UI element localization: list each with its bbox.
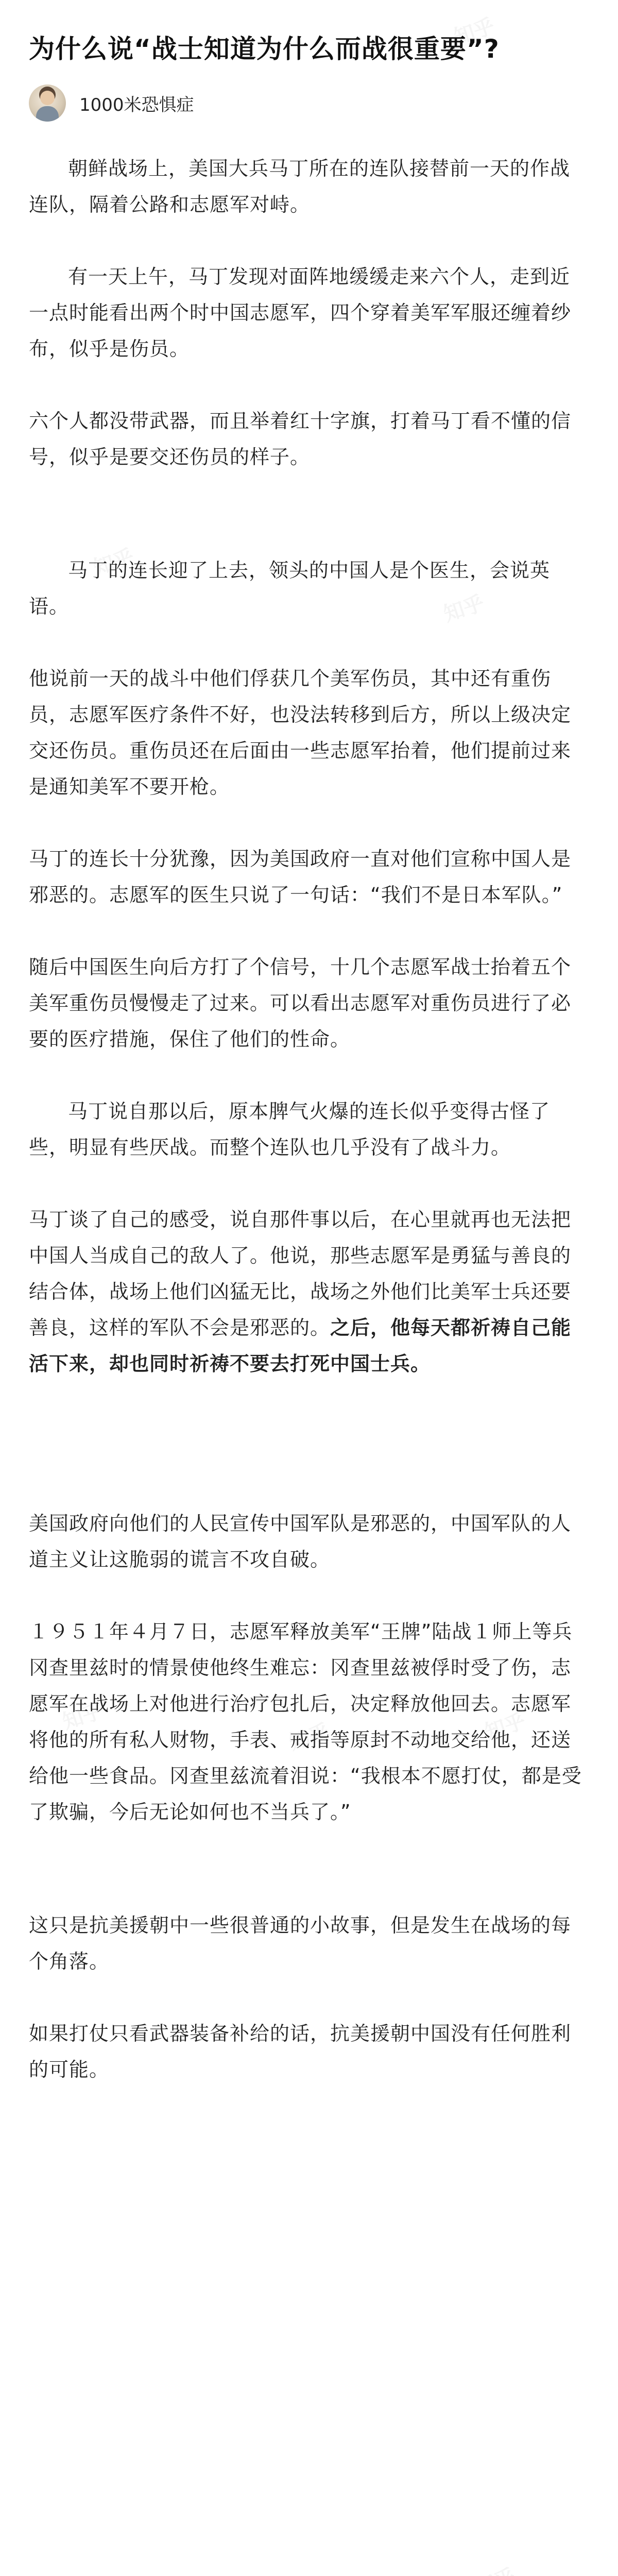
paragraph-4: 马丁的连长迎了上去，领头的中国人是个医生，会说英语。 bbox=[29, 559, 551, 618]
paragraph-9 bbox=[29, 1201, 589, 1382]
paragraph-13: 如果打仗只看武器装备补给的话，抗美援朝中国没有任何胜利的可能。 bbox=[29, 2022, 572, 2081]
author-row[interactable] bbox=[29, 84, 589, 122]
paragraph-6: 马丁的连长十分犹豫，因为美国政府一直对他们宣称中国人是邪恶的。志愿军的医生只说了一句话：“我们不是日本军队。” bbox=[29, 848, 572, 906]
paragraph-2: 有一天上午，马丁发现对面阵地缓缓走来六个人，走到近一点时能看出两个时中国志愿军，四个穿着美军军服还缠着纱布，似乎是伤员。 bbox=[29, 265, 572, 360]
avatar[interactable] bbox=[29, 84, 66, 122]
paragraph-5: 他说前一天的战斗中他们俘获几个美军伤员，其中还有重伤员，志愿军医疗条件不好，也没法转移到后方，所以上级决定交还伤员。重伤员还在后面由一些志愿军抬着，他们提前过来是通知美军不要开枪。 bbox=[29, 667, 572, 798]
author-name[interactable]: 1000米恐惧症 bbox=[79, 94, 194, 115]
article-title: 为什么说“战士知道为什么而战很重要”? bbox=[29, 34, 500, 64]
article-body bbox=[29, 150, 589, 2088]
paragraph-1: 朝鲜战场上，美国大兵马丁所在的连队接替前一天的作战连队，隔着公路和志愿军对峙。 bbox=[29, 157, 571, 216]
paragraph-12: 这只是抗美援朝中一些很普通的小故事，但是发生在战场的每个角落。 bbox=[29, 1914, 572, 1973]
avatar-head-shape bbox=[40, 91, 55, 105]
paragraph-9-bold-text: 之后，他每天都祈祷自己能活下来，却也同时祈祷不要去打死中国士兵。 bbox=[29, 1316, 572, 1375]
paragraph-7: 随后中国医生向后方打了个信号，十几个志愿军战士抬着五个美军重伤员慢慢走了过来。可以看出志愿军对重伤员进行了必要的医疗措施，保住了他们的性命。 bbox=[29, 956, 572, 1050]
avatar-body-shape bbox=[36, 106, 59, 122]
paragraph-11: １９５１年４月７日，志愿军释放美军“王牌”陆战１师上等兵冈查里兹时的情景使他终生难忘：冈查里兹被俘时受了伤，志愿军在战场上对他进行治疗包扎后，决定释放他回去。志愿军将他的所有私人财物，手表、戒指等原封不动地交给他，还送给他一些食品。冈查里兹流着泪说：“我根本不愿打仗，都是受了欺骗，今后无论如何也不当兵了。” bbox=[29, 1620, 582, 1823]
paragraph-3: 六个人都没带武器，而且举着红十字旗，打着马丁看不懂的信号，似乎是要交还伤员的样子。 bbox=[29, 410, 572, 468]
paragraph-10: 美国政府向他们的人民宣传中国军队是邪恶的，中国军队的人道主义让这脆弱的谎言不攻自破。 bbox=[29, 1512, 572, 1571]
paragraph-9-text: 马丁谈了自己的感受，说自那件事以后，在心里就再也无法把中国人当成自己的敌人了。他说，那些志愿军是勇猛与善良的结合体，战场上他们凶猛无比，战场之外他们比美军士兵还要善良，这样的军队不会是邪恶的。 bbox=[29, 1208, 572, 1339]
watermark bbox=[470, 2560, 519, 2576]
paragraph-8: 马丁说自那以后，原本脾气火爆的连长似乎变得古怪了些，明显有些厌战。而整个连队也几乎没有了战斗力。 bbox=[29, 1100, 551, 1159]
